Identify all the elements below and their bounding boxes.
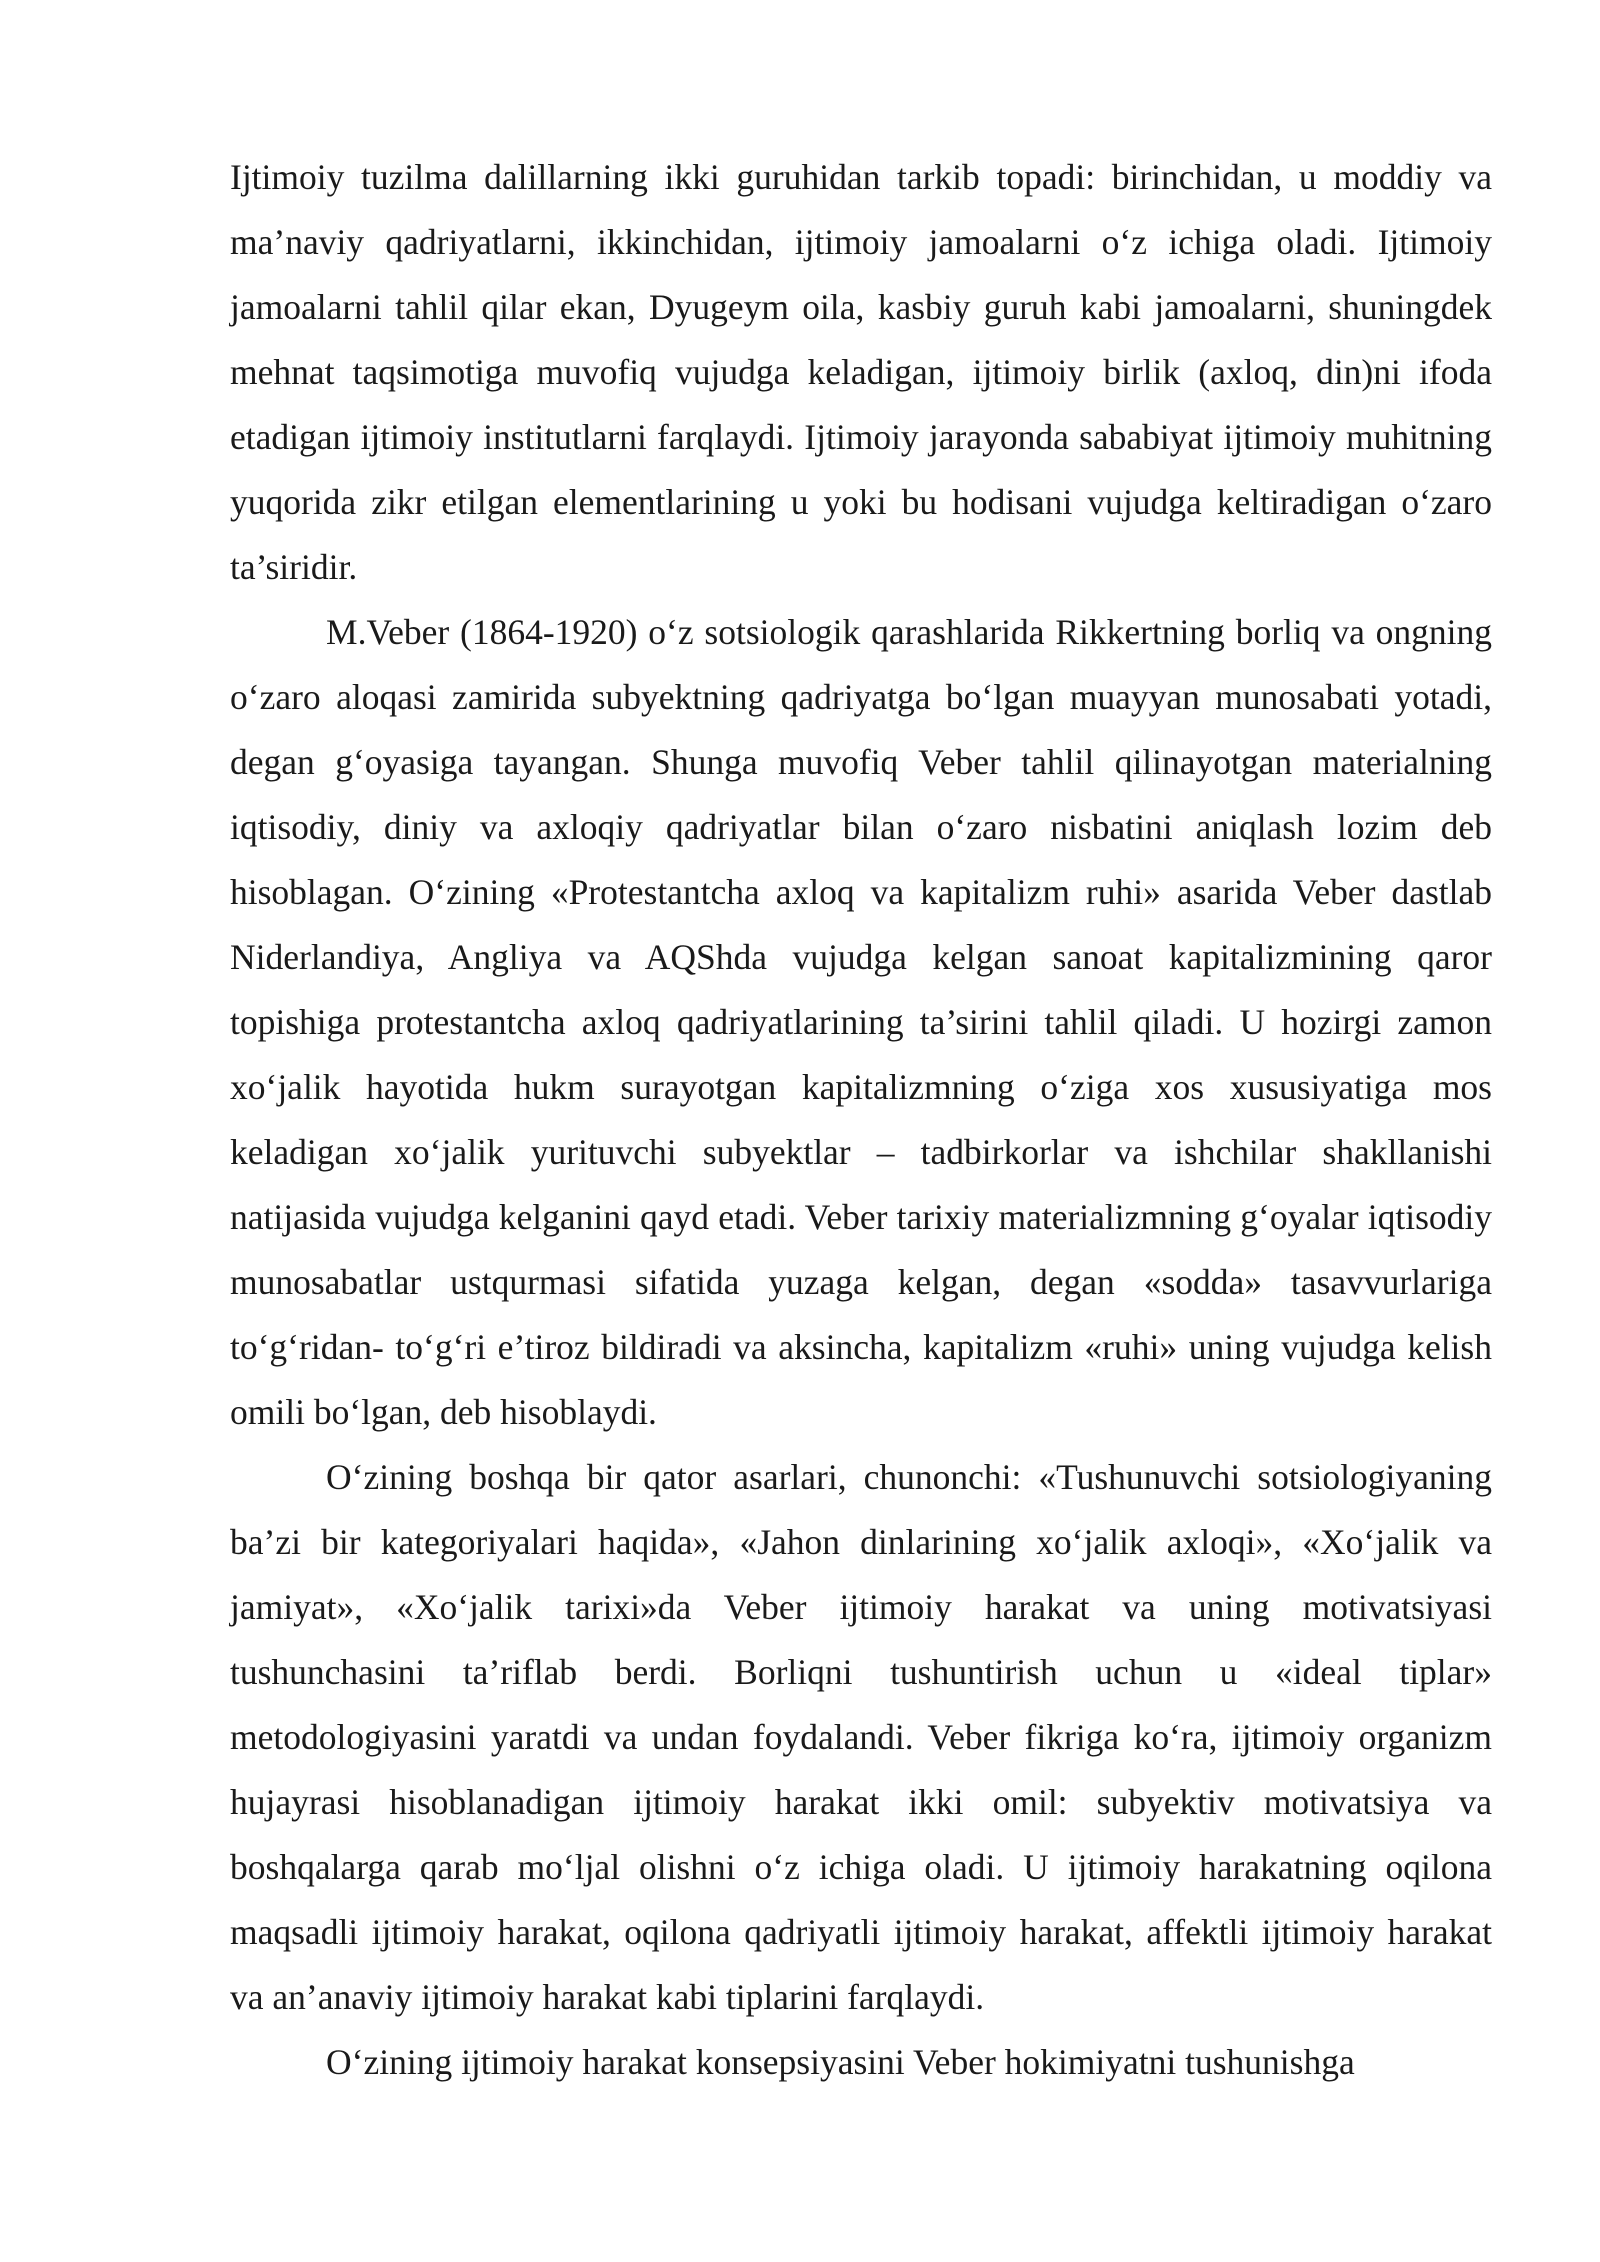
paragraph-veber-hokimiyat: O‘zining ijtimoiy harakat konsepsiyasini Veber hokimiyatni tushunishga [326,2042,1355,2082]
document-body [230,145,1492,2095]
paragraph-ijtimoiy-tuzilma: Ijtimoiy tuzilma dalillarning ikki guruhidan tarkib topadi: birinchidan, u moddiy va ma’naviy qadriyatlarni, ikkinchidan, ijtimoiy jamoalarni o‘z ichiga oladi. Ijtimoiy jamoalarni tahlil qilar ekan, Dyugeym oila, kasbiy guruh kabi jamoalarni, shuningdek mehnat taqsimotiga muvofiq vujudga keladigan, ijtimoiy birlik (axloq, din)ni ifoda etadigan ijtimoiy institutlarni farqlaydi. Ijtimoiy jarayonda sababiyat ijtimoiy muhitning yuqorida zikr etilgan elementlarining u yoki bu hodisani vujudga keltiradigan o‘zaro ta’siridir. [230,157,1492,587]
paragraph-veber-asarlari: O‘zining boshqa bir qator asarlari, chunonchi: «Tushunuvchi sotsiologiyaning ba’zi bir kategoriyalari haqida», «Jahon dinlarining xo‘jalik axloqi», «Xo‘jalik va jamiyat», «Xo‘jalik tarixi»da Veber ijtimoiy harakat va uning motivatsiyasi tushunchasini ta’riflab berdi. Borliqni tushuntirish uchun u «ideal tiplar» metodologiyasini yaratdi va undan foydalandi. Veber fikriga ko‘ra, ijtimoiy organizm hujayrasi hisoblanadigan ijtimoiy harakat ikki omil: subyektiv motivatsiya va boshqalarga qarab mo‘ljal olishni o‘z ichiga oladi. U ijtimoiy harakatning oqilona maqsadli ijtimoiy harakat, oqilona qadriyatli ijtimoiy harakat, affektli ijtimoiy harakat va an’anaviy ijtimoiy harakat kabi tiplarini farqlaydi. [230,1457,1492,2017]
paragraph-veber-qarashlari: M.Veber (1864-1920) o‘z sotsiologik qarashlarida Rikkertning borliq va ongning o‘zaro aloqasi zamirida subyektning qadriyatga bo‘lgan muayyan munosabati yotadi, degan g‘oyasiga tayangan. Shunga muvofiq Veber tahlil qilinayotgan materialning iqtisodiy, diniy va axloqiy qadriyatlar bilan o‘zaro nisbatini aniqlash lozim deb hisoblagan. O‘zining «Protestantcha axloq va kapitalizm ruhi» asarida Veber dastlab Niderlandiya, Angliya va AQShda vujudga kelgan sanoat kapitalizmining qaror topishiga protestantcha axloq qadriyatlarining ta’sirini tahlil qiladi. U hozirgi zamon xo‘jalik hayotida hukm surayotgan kapitalizmning o‘ziga xos xususiyatiga mos keladigan xo‘jalik yurituvchi subyektlar – tadbirkorlar va ishchilar shakllanishi natijasida vujudga kelganini qayd etadi. Veber tarixiy materializmning g‘oyalar iqtisodiy munosabatlar ustqurmasi sifatida yuzaga kelgan, degan «sodda» tasavvurlariga to‘g‘ridan- to‘g‘ri e’tiroz bildiradi va aksincha, kapitalizm «ruhi» uning vujudga kelish omili bo‘lgan, deb hisoblaydi. [230,612,1492,1432]
